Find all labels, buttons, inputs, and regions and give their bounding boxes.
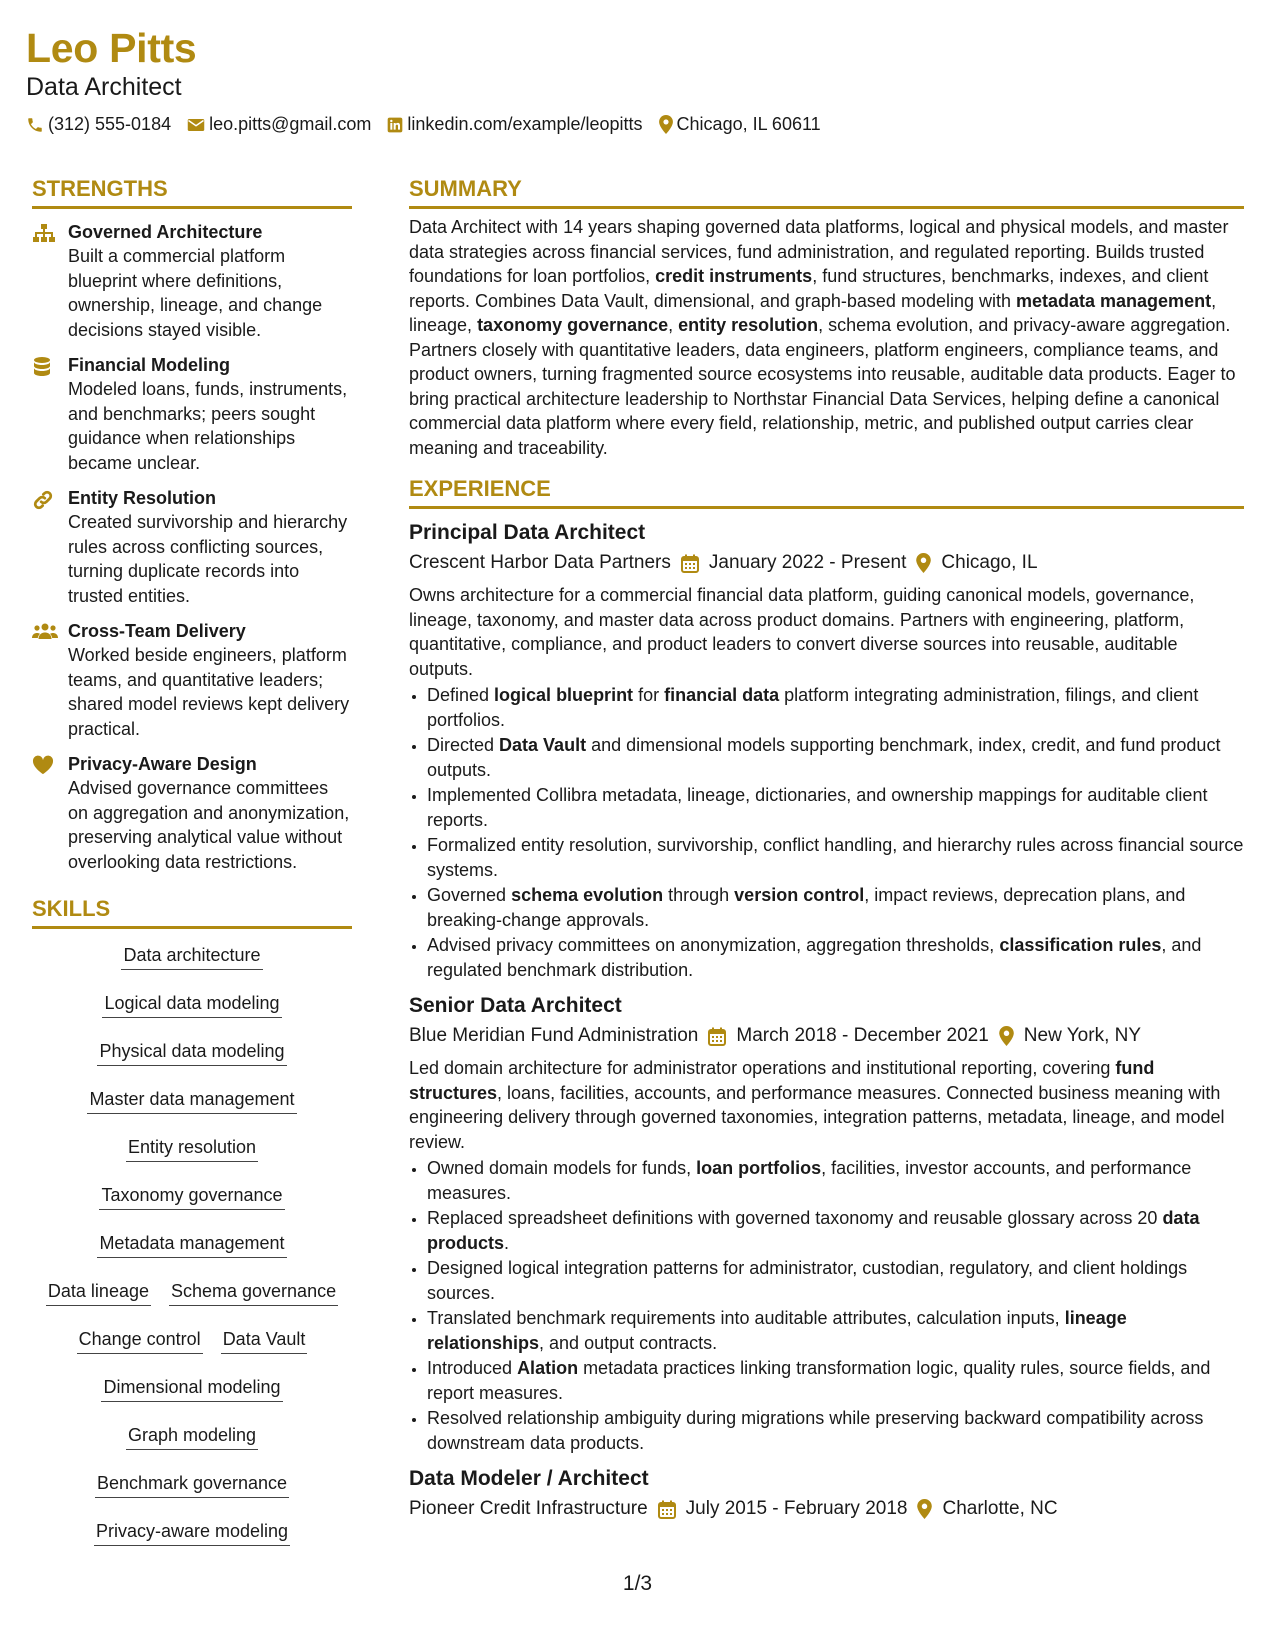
job-dates: March 2018 - December 2021 bbox=[736, 1025, 989, 1046]
text-run: , lineage, bbox=[409, 290, 1217, 335]
bullet-item bbox=[427, 1256, 1244, 1305]
envelope-icon bbox=[187, 117, 205, 133]
text-run: Replaced spreadsheet definitions with governed taxonomy and reusable glossary across 20 bbox=[427, 1208, 1163, 1228]
linkedin-icon bbox=[387, 117, 403, 133]
text-run: , bbox=[668, 315, 679, 335]
bold-text: classification rules bbox=[999, 935, 1162, 955]
bold-text: entity resolution bbox=[678, 315, 819, 335]
text-run: . bbox=[504, 1232, 510, 1253]
job-meta bbox=[409, 549, 1244, 577]
job-description bbox=[409, 583, 1244, 681]
job-meta bbox=[409, 1022, 1244, 1050]
skills-list bbox=[32, 935, 352, 1559]
phone-icon bbox=[26, 116, 44, 134]
job-title: Data Modeler / Architect bbox=[409, 1467, 649, 1490]
bullet-item bbox=[427, 783, 1244, 832]
skill-tag: Schema governance bbox=[169, 1277, 338, 1306]
strength-title: Governed Architecture bbox=[68, 222, 263, 242]
job-location: Charlotte, NC bbox=[942, 1498, 1058, 1519]
text-run: Defined bbox=[427, 685, 495, 705]
map-pin-icon bbox=[659, 115, 673, 134]
calendar-icon bbox=[658, 1500, 676, 1519]
summary-heading: SUMMARY bbox=[409, 172, 1244, 209]
experience-heading: EXPERIENCE bbox=[409, 472, 1244, 509]
bullet-item bbox=[427, 733, 1244, 782]
text-run: Owned domain models for funds, bbox=[427, 1158, 697, 1178]
skill-tag: Data Vault bbox=[221, 1325, 308, 1354]
strength-item bbox=[32, 752, 352, 874]
skill-tag: Metadata management bbox=[97, 1229, 286, 1258]
contact-linkedin[interactable] bbox=[387, 114, 642, 135]
skill-tag: Physical data modeling bbox=[97, 1037, 286, 1066]
job-company: Pioneer Credit Infrastructure bbox=[409, 1498, 648, 1519]
calendar-icon bbox=[708, 1027, 726, 1046]
text-run: Formalized entity resolution, survivorship, conflict handling, and hierarchy rules across financial source systems. bbox=[427, 835, 1244, 880]
right-column bbox=[409, 172, 1244, 1523]
strength-title: Entity Resolution bbox=[68, 488, 216, 508]
skill-tag: Entity resolution bbox=[126, 1133, 258, 1162]
resume-header bbox=[26, 22, 837, 135]
left-column bbox=[32, 172, 352, 1559]
skill-tag: Master data management bbox=[87, 1085, 296, 1114]
text-run: through bbox=[663, 885, 735, 905]
text-run: , impact reviews, deprecation plans, and breaking-change approvals. bbox=[427, 885, 1186, 930]
strength-title: Cross-Team Delivery bbox=[68, 621, 246, 641]
bold-text: fund structures bbox=[409, 1058, 1155, 1103]
linkedin-text[interactable]: linkedin.com/example/leopitts bbox=[407, 114, 643, 134]
job-location: New York, NY bbox=[1023, 1025, 1142, 1046]
text-run: Resolved relationship ambiguity during migrations while preserving backward compatibility across downstream data products. bbox=[427, 1408, 1204, 1453]
text-run: , and regulated benchmark distribution. bbox=[427, 935, 1202, 980]
bold-text: metadata management bbox=[1016, 290, 1212, 311]
email-text[interactable]: leo.pitts@gmail.com bbox=[209, 114, 372, 134]
bold-text: taxonomy governance bbox=[477, 315, 669, 335]
skill-tag: Dimensional modeling bbox=[101, 1373, 282, 1402]
text-run: Advised privacy committees on anonymization, aggregation thresholds, bbox=[427, 935, 1000, 955]
bullet-item bbox=[427, 1156, 1244, 1205]
job-dates: July 2015 - February 2018 bbox=[685, 1498, 908, 1519]
bullet-item bbox=[427, 1356, 1244, 1405]
text-run: and dimensional models supporting benchmark, index, credit, and fund product outputs. bbox=[427, 735, 1221, 780]
job-bullets bbox=[409, 683, 1244, 982]
candidate-name: Leo Pitts bbox=[26, 25, 197, 71]
bold-text: financial data bbox=[664, 685, 780, 705]
map-pin-icon bbox=[999, 1026, 1014, 1046]
bullet-item bbox=[427, 933, 1244, 982]
bold-text: version control bbox=[734, 885, 865, 905]
text-run: Directed bbox=[427, 735, 500, 755]
bold-text: lineage relationships bbox=[427, 1308, 1127, 1353]
bullet-item bbox=[427, 1406, 1244, 1455]
bullet-item bbox=[427, 833, 1244, 882]
contact-bar bbox=[26, 114, 837, 135]
link-icon bbox=[32, 489, 54, 511]
text-run: platform integrating administration, filings, and client portfolios. bbox=[427, 685, 1199, 730]
strength-desc: Built a commercial platform blueprint where definitions, ownership, lineage, and change decisions stayed visible. bbox=[68, 246, 323, 340]
text-run: , facilities, investor accounts, and performance measures. bbox=[427, 1158, 1192, 1203]
org-chart-icon bbox=[32, 223, 56, 243]
page-number: 1/3 bbox=[622, 1572, 653, 1595]
text-run: , and output contracts. bbox=[539, 1332, 718, 1353]
text-run: , schema evolution, and privacy-aware aggregation. Partners closely with quantitative leaders, data engineers, platform engineers, compliance teams, and product owners, turning fragmented source ecosystems into reusable, auditable data products. Eager to bring practical architecture leadership to Northstar Financial Data Services, helping define a canonical commercial data platform where every field, relationship, metric, and published output carries clear meaning and traceability. bbox=[409, 315, 1236, 458]
skills-heading: SKILLS bbox=[32, 892, 352, 929]
strength-desc: Modeled loans, funds, instruments, and benchmarks; peers sought guidance when relationships became unclear. bbox=[68, 379, 348, 473]
job-title: Principal Data Architect bbox=[409, 521, 646, 544]
skill-tag: Change control bbox=[77, 1325, 203, 1354]
strengths-heading: STRENGTHS bbox=[32, 172, 352, 209]
bold-text: credit instruments bbox=[655, 266, 813, 286]
job-meta bbox=[409, 1495, 1244, 1523]
strength-desc: Worked beside engineers, platform teams, and quantitative leaders; shared model reviews kept delivery practical. bbox=[68, 645, 350, 739]
skill-tag: Data lineage bbox=[46, 1277, 151, 1306]
text-run: Data Architect with 14 years shaping governed data platforms, logical and physical models, and master data strategies across financial services, fund administration, and regulated reporting. Builds trusted foundations for loan portfolios, bbox=[409, 217, 1229, 286]
text-run: Governed bbox=[427, 885, 512, 905]
strength-item bbox=[32, 220, 352, 342]
contact-email[interactable] bbox=[187, 114, 371, 135]
job-company: Crescent Harbor Data Partners bbox=[409, 552, 671, 573]
candidate-title: Data Architect bbox=[26, 73, 182, 101]
strength-title: Privacy-Aware Design bbox=[68, 754, 257, 774]
bold-text: Alation bbox=[517, 1358, 579, 1378]
text-run: Designed logical integration patterns for administrator, custodian, regulatory, and client holdings sources. bbox=[427, 1258, 1188, 1303]
bullet-item bbox=[427, 883, 1244, 932]
bold-text: loan portfolios bbox=[696, 1158, 822, 1178]
text-run: Owns architecture for a commercial financial data platform, guiding canonical models, governance, lineage, taxonomy, and master data across product domains. Partners with engineering, platform, quantitative, compliance, and product leaders to convert diverse sources into reusable, auditable outputs. bbox=[409, 585, 1195, 679]
job-entry bbox=[409, 992, 1244, 1455]
job-title: Senior Data Architect bbox=[409, 994, 622, 1017]
job-company: Blue Meridian Fund Administration bbox=[409, 1025, 699, 1046]
skill-tag: Graph modeling bbox=[126, 1421, 258, 1450]
bullet-item bbox=[427, 683, 1244, 732]
bold-text: Data Vault bbox=[499, 735, 587, 755]
skill-tag: Privacy-aware modeling bbox=[94, 1517, 290, 1546]
bullet-item bbox=[427, 1206, 1244, 1255]
bold-text: schema evolution bbox=[511, 885, 664, 905]
text-run: metadata practices linking transformation logic, quality rules, source fields, and report measures. bbox=[427, 1358, 1211, 1403]
job-bullets bbox=[409, 1156, 1244, 1455]
job-location: Chicago, IL bbox=[941, 552, 1038, 573]
skill-tag: Taxonomy governance bbox=[99, 1181, 284, 1210]
strength-desc: Created survivorship and hierarchy rules across conflicting sources, turning duplicate records into trusted entities. bbox=[68, 512, 348, 606]
bold-text: data products bbox=[427, 1208, 1200, 1253]
job-entry bbox=[409, 1465, 1244, 1523]
experience-list bbox=[409, 519, 1244, 1523]
phone-text: (312) 555-0184 bbox=[48, 114, 172, 134]
text-run: Led domain architecture for administrator operations and institutional reporting, covering bbox=[409, 1058, 1116, 1078]
text-run: Implemented Collibra metadata, lineage, dictionaries, and ownership mappings for auditable client reports. bbox=[427, 785, 1208, 830]
text-run: , loans, facilities, accounts, and performance measures. Connected business meaning with engineering delivery through governed taxonomies, integration patterns, metadata, lineage, and model review. bbox=[409, 1082, 1225, 1152]
strength-item bbox=[32, 619, 352, 741]
text-run: Introduced bbox=[427, 1358, 518, 1378]
contact-phone bbox=[26, 114, 171, 135]
text-run: Translated benchmark requirements into auditable attributes, calculation inputs, bbox=[427, 1308, 1065, 1328]
users-icon bbox=[32, 622, 58, 640]
text-run: , fund structures, benchmarks, indexes, and client reports. Combines Data Vault, dimensional, and graph-based modeling with bbox=[409, 266, 1209, 311]
database-icon bbox=[32, 356, 52, 378]
calendar-icon bbox=[681, 554, 699, 573]
bullet-item bbox=[427, 1306, 1244, 1355]
skill-tag: Logical data modeling bbox=[102, 989, 281, 1018]
strength-title: Financial Modeling bbox=[68, 355, 231, 375]
map-pin-icon bbox=[916, 553, 931, 573]
map-pin-icon bbox=[917, 1499, 932, 1519]
contact-location bbox=[659, 114, 821, 135]
text-run: for bbox=[633, 685, 665, 705]
job-dates: January 2022 - Present bbox=[708, 552, 907, 573]
location-text: Chicago, IL 60611 bbox=[676, 114, 821, 134]
skill-tag: Benchmark governance bbox=[95, 1469, 289, 1498]
heart-icon bbox=[32, 755, 54, 775]
skill-tag: Data architecture bbox=[121, 941, 262, 970]
job-entry bbox=[409, 519, 1244, 982]
summary-paragraph bbox=[409, 215, 1244, 460]
job-description bbox=[409, 1056, 1244, 1154]
strength-item bbox=[32, 486, 352, 608]
bold-text: logical blueprint bbox=[494, 685, 634, 705]
strength-desc: Advised governance committees on aggregation and anonymization, preserving analytical value without overlooking data restrictions. bbox=[68, 778, 350, 872]
strength-item bbox=[32, 353, 352, 475]
